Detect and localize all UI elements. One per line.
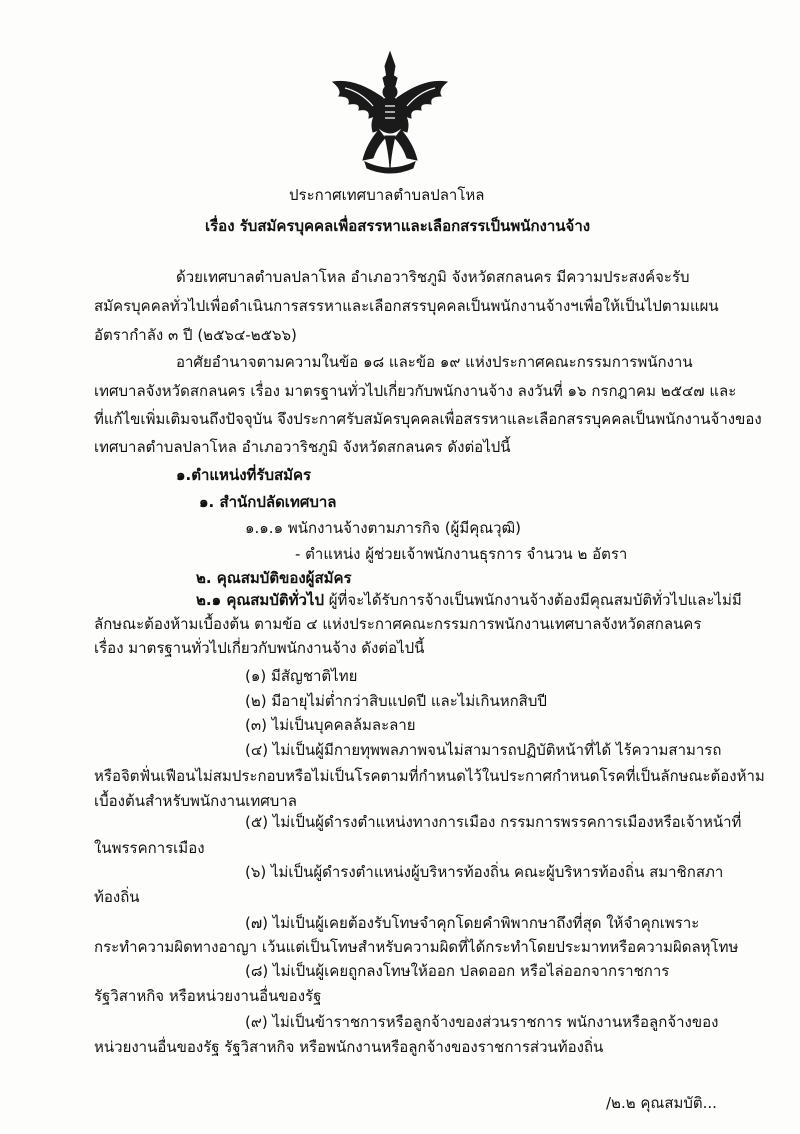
qualification-2: (๒) มีอายุไม่ต่ำกว่าสิบแปดปี และไม่เกินหกสิบปี: [245, 692, 547, 710]
qualification-5-line-2: ในพรรคการเมือง: [94, 839, 205, 857]
announcement-title: ประกาศเทศบาลตำบลปลาโหล: [289, 186, 485, 204]
qualification-8-line-2: รัฐวิสาหกิจ หรือหน่วยงานอื่นของรัฐ: [94, 987, 322, 1005]
section-2-1-label: ๒.๑ คุณสมบัติทั่วไป: [196, 591, 324, 609]
section-1-1-1-heading: ๑.๑.๑ พนักงานจ้างตามภารกิจ (ผู้มีคุณวุฒิ): [245, 519, 521, 537]
qualification-4-line-1: (๔) ไม่เป็นผู้มีกายทุพพลภาพจนไม่สามารถปฏิบัติหน้าที่ได้ ไร้ความสามารถ: [245, 741, 722, 759]
section-2-1-text: ผู้ที่จะได้รับการจ้างเป็นพนักงานจ้างต้องมีคุณสมบัติทั่วไปและไม่มี: [328, 591, 742, 609]
qualification-5-line-1: (๕) ไม่เป็นผู้ดำรงตำแหน่งทางการเมือง กรรมการพรรคการเมืองหรือเจ้าหน้าที่: [245, 813, 742, 831]
qualification-1: (๑) มีสัญชาติไทย: [245, 667, 358, 685]
garuda-emblem-icon: [325, 48, 455, 178]
qualification-4-line-3: เบื้องต้นสำหรับพนักงานเทศบาล: [94, 792, 297, 810]
intro-paragraph-2-line-3: ที่แก้ไขเพิ่มเติมจนถึงปัจจุบัน จึงประกาศรับสมัครบุคคลเพื่อสรรหาและเลือกสรรบุคคลเป็นพนักงานจ้างของ: [94, 410, 762, 428]
intro-paragraph-2-line-4: เทศบาลตำบลปลาโหล อำเภอวาริชภูมิ จังหวัดสกลนคร ดังต่อไปนี้: [94, 438, 511, 456]
continuation-note: /๒.๒ คุณสมบัติ...: [606, 1094, 717, 1112]
qualification-6-line-2: ท้องถิ่น: [94, 888, 140, 906]
qualification-4-line-2: หรือจิตฟั่นเฟือนไม่สมประกอบหรือไม่เป็นโรคตามที่กำหนดไว้ในประกาศกำหนดโรคที่เป็นลักษณะต้องห้าม: [94, 767, 765, 785]
announcement-subject: เรื่อง รับสมัครบุคคลเพื่อสรรหาและเลือกสรรเป็นพนักงานจ้าง: [205, 217, 591, 235]
qualification-7-line-2: กระทำความผิดทางอาญา เว้นแต่เป็นโทษสำหรับความผิดที่ได้กระทำโดยประมาทหรือความผิดลหุโทษ: [94, 938, 739, 956]
intro-paragraph-1-line-2: สมัครบุคคลทั่วไปเพื่อดำเนินการสรรหาและเลือกสรรบุคคลเป็นพนักงานจ้างฯเพื่อให้เป็นไปตามแผน: [94, 297, 719, 315]
qualification-7-line-1: (๗) ไม่เป็นผู้เคยต้องรับโทษจำคุกโดยคำพิพากษาถึงที่สุด ให้จำคุกเพราะ: [245, 914, 700, 932]
qualification-8-line-1: (๘) ไม่เป็นผู้เคยถูกลงโทษให้ออก ปลดออก หรือไล่ออกจากราชการ: [245, 962, 670, 980]
section-2-heading: ๒. คุณสมบัติของผู้สมัคร: [196, 569, 352, 587]
section-1-heading: ๑.ตำแหน่งที่รับสมัคร: [176, 466, 312, 484]
qualification-3: (๓) ไม่เป็นบุคคลล้มละลาย: [245, 716, 416, 734]
position-line: - ตำแหน่ง ผู้ช่วยเจ้าพนักงานธุรการ จำนวน ๒ อัตรา: [295, 545, 628, 563]
intro-paragraph-1-line-3: อัตรากำลัง ๓ ปี (๒๕๖๔-๒๕๖๖): [94, 326, 297, 344]
qualification-9-line-1: (๙) ไม่เป็นข้าราชการหรือลูกจ้างของส่วนราชการ พนักงานหรือลูกจ้างของ: [245, 1013, 719, 1031]
section-1-1-heading: ๑. สำนักปลัดเทศบาล: [199, 493, 337, 511]
qualification-9-line-2: หน่วยงานอื่นของรัฐ รัฐวิสาหกิจ หรือพนักงานหรือลูกจ้างของราชการส่วนท้องถิ่น: [94, 1038, 604, 1056]
intro-paragraph-2-line-1: อาศัยอำนาจตามความในข้อ ๑๘ และข้อ ๑๙ แห่งประกาศคณะกรรมการพนักงาน: [176, 353, 693, 371]
qualification-6-line-1: (๖) ไม่เป็นผู้ดำรงตำแหน่งผู้บริหารท้องถิ่น คณะผู้บริหารท้องถิ่น สมาชิกสภา: [245, 863, 724, 881]
section-2-1-line-3: เรื่อง มาตรฐานทั่วไปเกี่ยวกับพนักงานจ้าง ดังต่อไปนี้: [94, 639, 425, 657]
intro-paragraph-2-line-2: เทศบาลจังหวัดสกลนคร เรื่อง มาตรฐานทั่วไปเกี่ยวกับพนักงานจ้าง ลงวันที่ ๑๖ กรกฎาคม ๒๕๔๗ และ: [94, 382, 737, 400]
section-2-1-line-2: ลักษณะต้องห้ามเบื้องต้น ตามข้อ ๔ แห่งประกาศคณะกรรมการพนักงานเทศบาลจังหวัดสกลนคร: [94, 615, 702, 633]
section-2-1-line-1: [196, 590, 742, 610]
intro-paragraph-1-line-1: ด้วยเทศบาลตำบลปลาโหล อำเภอวาริชภูมิ จังหวัดสกลนคร มีความประสงค์จะรับ: [176, 268, 690, 286]
